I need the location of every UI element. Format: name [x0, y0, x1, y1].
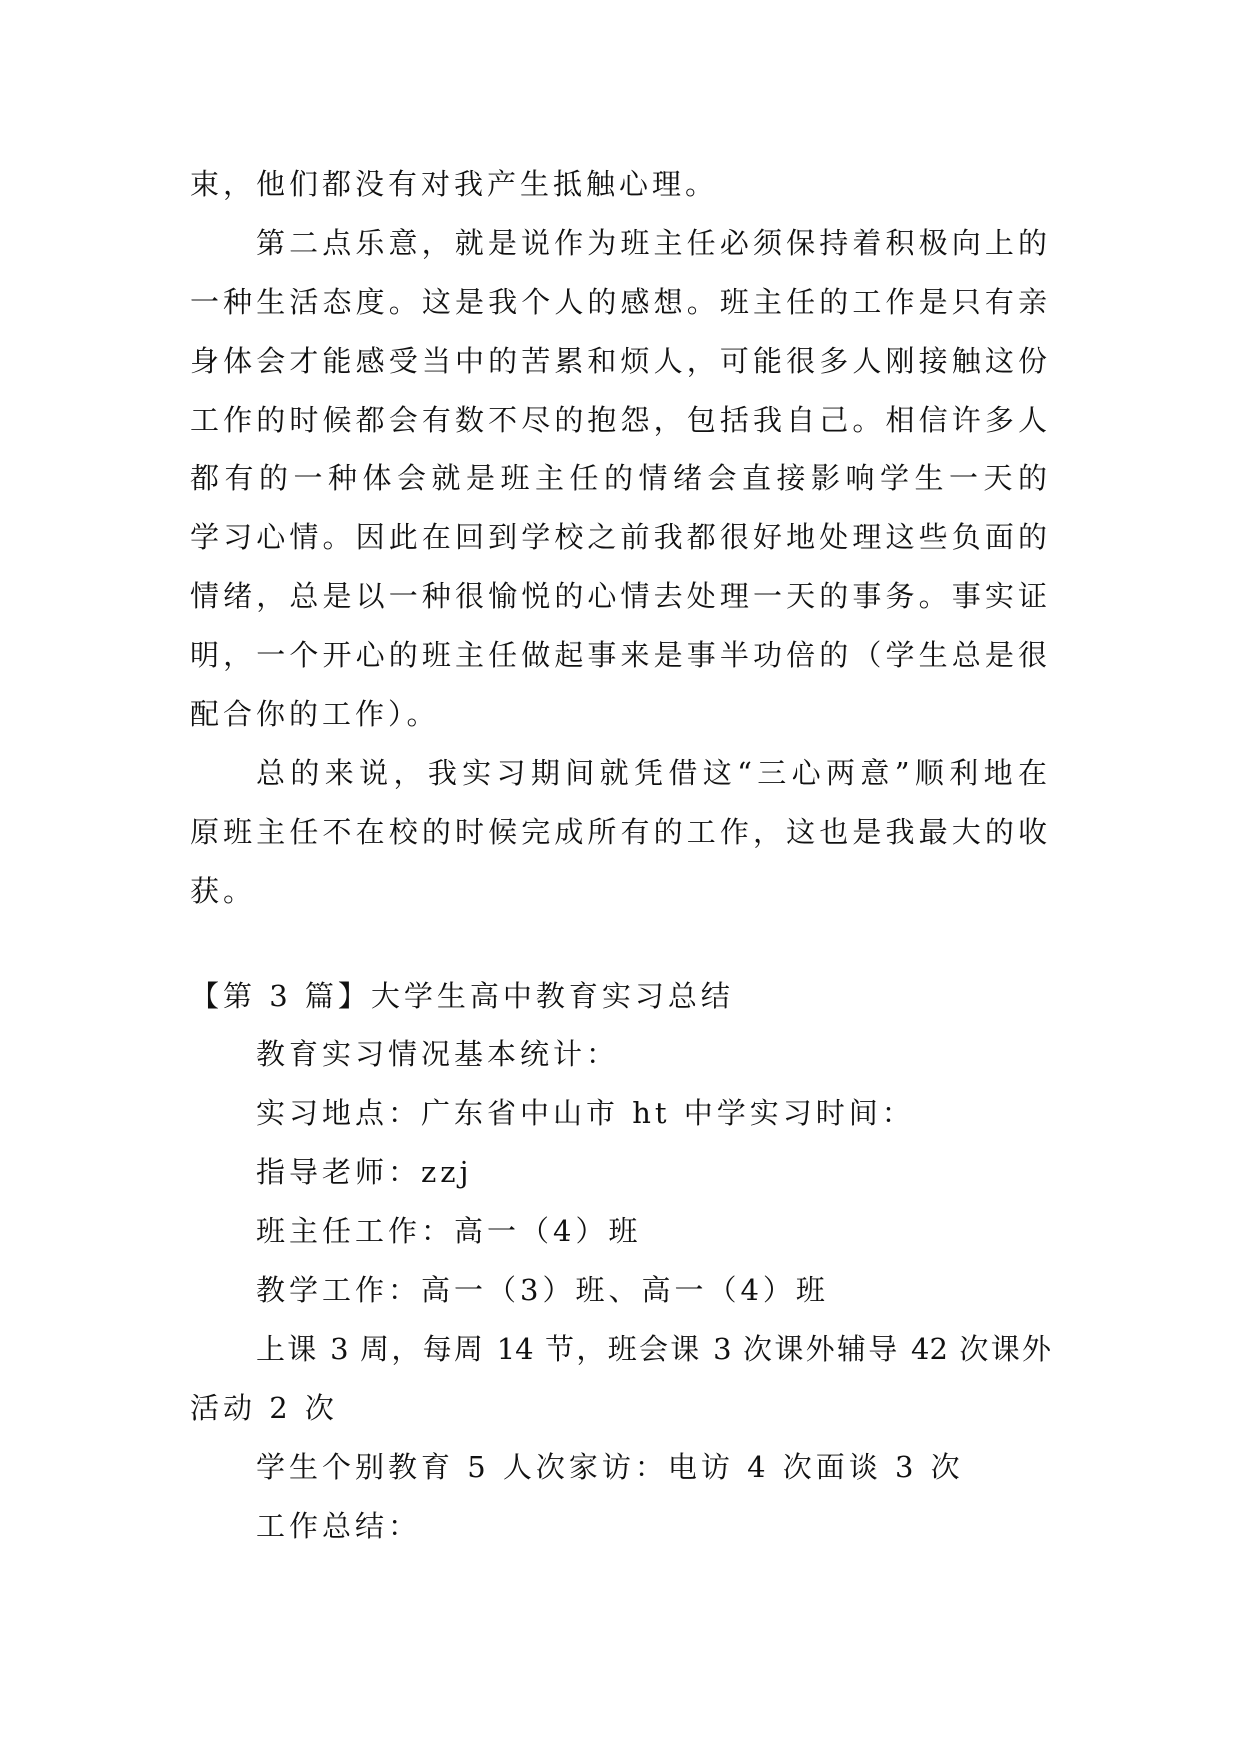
- paragraph-line: 学生个别教育 5 人次家访：电访 4 次面谈 3 次: [256, 1449, 964, 1484]
- paragraph-line: 指导老师：zzj: [256, 1155, 473, 1190]
- paragraph-line: 都有的一种体会就是班主任的情绪会直接影响学生一天的: [190, 461, 1051, 496]
- paragraph-line: 一种生活态度。这是我个人的感想。班主任的工作是只有亲: [190, 284, 1051, 319]
- paragraph-line: 上课 3 周，每周 14 节，班会课 3 次课外辅导 42 次课外: [256, 1331, 1051, 1366]
- paragraph-line: 束，他们都没有对我产生抵触心理。: [190, 167, 719, 201]
- paragraph-line: 教学工作：高一（3）班、高一（4）班: [256, 1273, 829, 1308]
- paragraph-line: 学习心情。因此在回到学校之前我都很好地处理这些负面的: [190, 520, 1051, 555]
- paragraph-line: 情绪，总是以一种很愉悦的心情去处理一天的事务。事实证: [190, 579, 1051, 614]
- paragraph-line: 班主任工作：高一（4）班: [256, 1214, 642, 1249]
- paragraph-line: 明，一个开心的班主任做起事来是事半功倍的（学生总是很: [190, 638, 1051, 673]
- paragraph-line: 工作的时候都会有数不尽的抱怨，包括我自己。相信许多人: [190, 402, 1051, 437]
- paragraph-line: 实习地点：广东省中山市 ht 中学实习时间：: [256, 1096, 915, 1131]
- document-body: [190, 155, 1051, 1555]
- paragraph-line: 总的来说，我实习期间就凭借这“三心两意”顺利地在: [256, 755, 1051, 790]
- section-heading: 【第 3 篇】大学生高中教育实习总结: [190, 978, 734, 1013]
- paragraph-line: 获。: [190, 873, 257, 908]
- paragraph-line: 工作总结：: [256, 1508, 422, 1543]
- paragraph-line: 身体会才能感受当中的苦累和烦人，可能很多人刚接触这份: [190, 343, 1051, 378]
- paragraph-line: 活动 2 次: [190, 1390, 338, 1425]
- paragraph-line: 原班主任不在校的时候完成所有的工作，这也是我最大的收: [190, 814, 1051, 849]
- section-spacer: [190, 921, 1051, 967]
- paragraph-line: 教育实习情况基本统计：: [256, 1037, 620, 1072]
- paragraph-line: 配合你的工作）。: [190, 697, 440, 732]
- paragraph-line: 第二点乐意，就是说作为班主任必须保持着积极向上的: [256, 225, 1051, 260]
